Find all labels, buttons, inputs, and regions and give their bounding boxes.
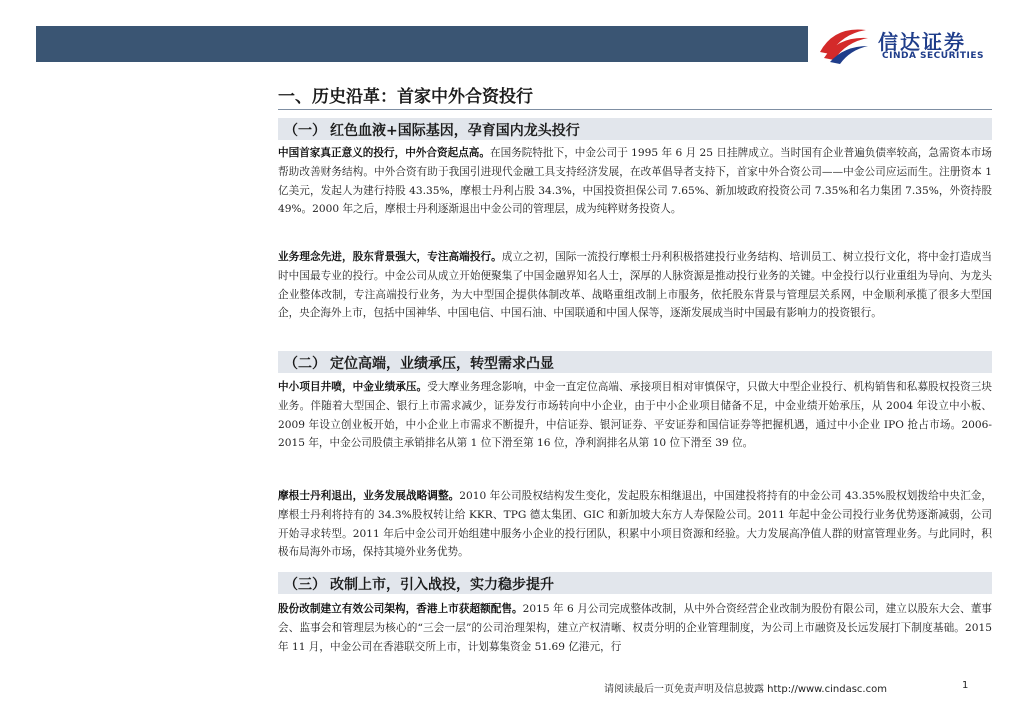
- subsection-number: （二）: [284, 356, 326, 372]
- paragraph-body: 成立之初，国际一流投行摩根士丹利积极搭建投行业务结构、培训员工、树立投行文化，将中金打造成当时中国最专业的投行。中金公司从成立开始便聚集了中国金融界知名人士，深厚的人脉资源是推动投行业务的关键。中金投行以行业重组为导向、为龙头企业整体改制，专注高端投行业务，为大中型国企提供体制改革、战略重组改制上市服务，依托股东背景与管理层关系网，中金顺利承揽了很多大型国企，央企海外上市，包括中国神华、中国电信、中国石油、中国联通和中国人保等，逐渐发展成当时中国最有影响力的投资银行。: [278, 251, 992, 320]
- paragraph-lead: 股份改制建立有效公司架构，香港上市获超额配售。: [278, 603, 523, 615]
- subsection-title: 改制上市，引入战投，实力稳步提升: [330, 577, 554, 593]
- page-number: 1: [962, 680, 969, 691]
- paragraph-lead: 摩根士丹利退出，业务发展战略调整。: [278, 490, 460, 502]
- subsection-heading-2: [278, 351, 992, 373]
- paragraph-1: [278, 144, 992, 219]
- paragraph-2: [278, 248, 992, 323]
- cinda-logo-icon: [816, 22, 870, 66]
- paragraph-4: [278, 487, 992, 562]
- paragraph-body: 2010 年公司股权结构发生变化，发起股东相继退出，中国建投将持有的中金公司 43.35%股权划拨给中央汇金，摩根士丹利将持有的 34.3%股权转让给 KKR、TPG 德太集团、GIC 和新加坡大东方人寿保险公司。2011 年起中金公司投行业务优势逐渐减弱，公司开始寻求转型。2011 年后中金公司开始组建中服务小企业的投行团队，积累中小项目资源和经验。大力发展高净值人群的财富管理业务。与此同时，积极布局海外市场，保持其境外业务优势。: [278, 490, 993, 559]
- section-divider: [278, 109, 992, 110]
- subsection-number: （一）: [284, 123, 326, 139]
- cinda-logo: [812, 20, 998, 66]
- subsection-number: （三）: [284, 577, 326, 593]
- paragraph-body: 受大摩业务理念影响，中金一直定位高端、承接项目相对审慎保守，只做大中型企业投行、机构销售和私募股权投资三块业务。伴随着大型国企、银行上市需求减少，证券发行市场转向中小企业，由于中小企业项目储备不足，中金业绩开始承压，从 2004 年设立中小板、2009 年设立创业板开始，中小企业上市需求不断提升，中信证券、银河证券、平安证券和国信证券等把握机遇，通过中小企业 IPO 抢占市场。2006-2015 年，中金公司股债主承销排名从第 1 位下滑至第 16 位，净利润排名从第 10 位下滑至 39 位。: [278, 381, 993, 450]
- section-title: 一、历史沿革：首家中外合资投行: [278, 87, 533, 107]
- paragraph-5: [278, 600, 992, 656]
- header-bar: [36, 26, 808, 62]
- paragraph-body: 在国务院特批下，中金公司于 1995 年 6 月 25 日挂牌成立。当时国有企业普遍负债率较高，急需资本市场帮助改善财务结构。中外合资有助于我国引进现代金融工具支持经济发展，在改革倡导者支持下，首家中外合资公司——中金公司应运而生。注册资本 1 亿美元，发起人为建行持股 43.35%，摩根士丹利占股 34.3%，中国投资担保公司 7.65%、新加坡政府投资公司 7.35%和名力集团 7.35%，外资持股 49%。2000 年之后，摩根士丹利逐渐退出中金公司的管理层，成为纯粹财务投资人。: [278, 147, 992, 216]
- subsection-title: 红色血液+国际基因，孕育国内龙头投行: [330, 123, 580, 139]
- subsection-heading-1: [278, 118, 992, 140]
- subsection-heading-3: [278, 572, 992, 594]
- subsection-title: 定位高端，业绩承压，转型需求凸显: [330, 356, 554, 372]
- brand-name-cn: 信达证券: [878, 30, 966, 54]
- paragraph-body: 2015 年 6 月公司完成整体改制，从中外合资经营企业改制为股份有限公司，建立以股东大会、董事会、监事会和管理层为核心的“三会一层”的公司治理架构，建立产权清晰、权责分明的企业管理制度，为公司上市融资及长远发展打下制度基础。2015 年 11 月，中金公司在香港联交所上市，计划募集资金 51.69 亿港元，行: [278, 603, 992, 653]
- footer-disclaimer: 请阅读最后一页免责声明及信息披露 http://www.cindasc.com: [604, 684, 887, 695]
- page-footer: [0, 680, 1024, 700]
- paragraph-3: [278, 378, 992, 453]
- brand-name-en: CINDA SECURITIES: [882, 51, 984, 61]
- paragraph-lead: 中国首家真正意义的投行，中外合资起点高。: [278, 147, 490, 159]
- paragraph-lead: 中小项目井喷，中金业绩承压。: [278, 381, 428, 393]
- paragraph-lead: 业务理念先进，股东背景强大，专注高端投行。: [278, 251, 502, 263]
